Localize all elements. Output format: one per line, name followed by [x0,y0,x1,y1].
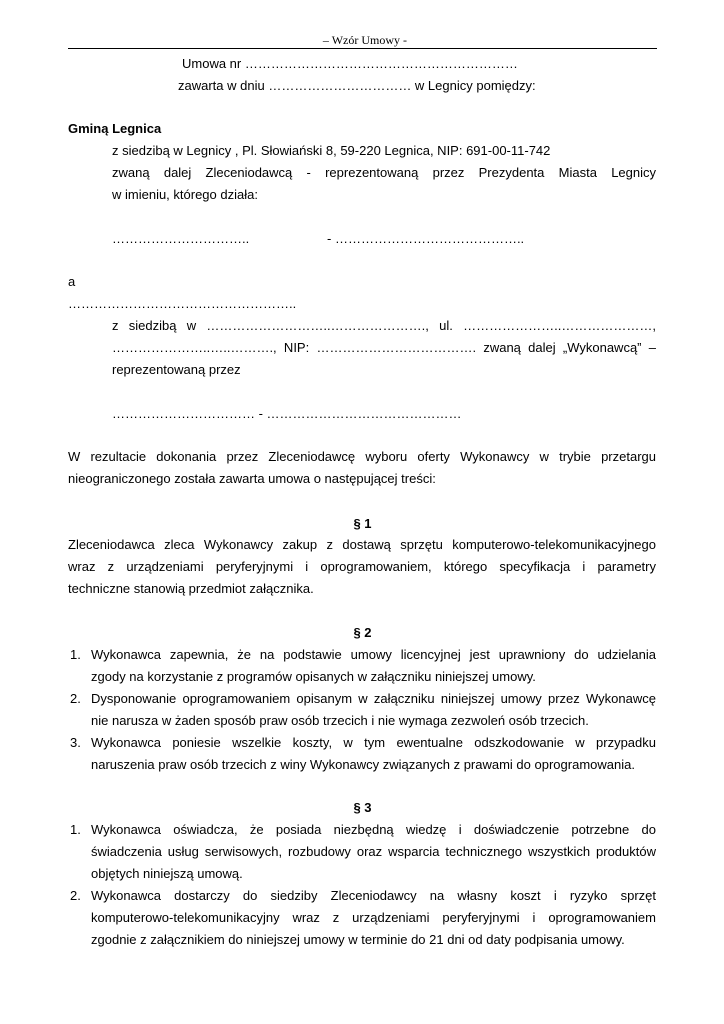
contract-date-line: zawarta w dniu …………………………… w Legnicy pomiędzy: [178,78,536,93]
header-rule [68,48,657,49]
section-2-item-2-line2: nie narusza w żaden sposób praw osób trzecich i nie wymaga zezwoleń osób trzecich. [91,713,589,728]
section-3-item-number: 1. [70,822,81,837]
party2-address: z siedzibą w ………………………..…………………., ul. …………………..…………………, [112,318,656,333]
party1-represented: zwaną dalej Zleceniodawcą - reprezentowaną przez Prezydenta Miasta Legnicy [112,165,656,180]
running-header: – Wzór Umowy - [322,33,407,47]
section-1-line1: Zleceniodawca zleca Wykonawcy zakup z dostawą sprzętu komputerowo-telekomunikacyjnego [68,537,656,552]
party1-name: Gminą Legnica [68,121,162,136]
party1-address: z siedzibą w Legnicy , Pl. Słowiański 8, 59-220 Legnica, NIP: 691-00-11-742 [112,143,551,158]
preamble-line2: nieograniczonego została zawarta umowa o następującej treści: [68,471,436,486]
party2-name-blank: …………………………………………….. [68,296,297,311]
party-conjunction: a [68,274,76,289]
section-2-title: § 2 [353,625,372,640]
section-1-line3: techniczne stanowią przedmiot załącznika. [68,581,314,596]
party2-represented: reprezentowaną przez [112,362,241,377]
section-3-item-2-line1: Wykonawca dostarczy do siedziby Zleceniodawcy na własny koszt i ryzyko sprzęt [91,888,656,903]
preamble-line1: W rezultacie dokonania przez Zleceniodawcę wyboru oferty Wykonawcy w trybie przetargu [68,449,656,464]
section-2-item-2-line1: Dysponowanie oprogramowaniem opisanym w załączniku niniejszej umowy przez Wykonawcę [91,691,656,706]
section-3-item-2-line3: zgodnie z załącznikiem do niniejszej umowy w terminie do 21 dni od daty podpisania umowy. [91,932,625,947]
section-1-line2: wraz z urządzeniami peryferyjnymi i oprogramowaniem, którego specyfikacja i parametry [68,559,656,574]
section-3-title: § 3 [353,800,372,815]
section-2-item-1-line1: Wykonawca zapewnia, że na podstawie umowy licencyjnej jest uprawniony do udzielania [91,647,656,662]
section-3-item-2-line2: komputerowo-telekomunikacyjny wraz z urządzeniami peryferyjnymi i oprogramowaniem [91,910,656,925]
section-3-item-1-line3: objętych niniejszą umową. [91,866,243,881]
party1-acting: w imieniu, którego działa: [112,187,258,202]
party2-signature-row: …………………………… - ……………………………………… [112,406,462,421]
section-2-item-number: 2. [70,691,81,706]
section-3-item-1-line1: Wykonawca oświadcza, że posiada niezbędną wiedzę i doświadczenie potrzebne do [91,822,656,837]
section-2-item-3-line2: naruszenia praw osób trzecich z winy Wykonawcy związanych z prawami do oprogramowania. [91,757,635,772]
section-2-item-1-line2: zgody na korzystanie z programów opisanych w załączniku niniejszej umowy. [91,669,536,684]
section-2-item-number: 1. [70,647,81,662]
section-2-item-number: 3. [70,735,81,750]
party1-signature-right: - …………………………………….. [327,231,525,246]
contract-number: Umowa nr ……………………………………………………… [182,56,518,71]
section-2-item-3-line1: Wykonawca poniesie wszelkie koszty, w tym ewentualne odszkodowanie w przypadku [91,735,656,750]
section-3-item-1-line2: świadczenia usług serwisowych, rozbudowy oraz wsparcia technicznego wszystkich produktów [91,844,656,859]
party1-signature-left: ………………………….. [112,231,250,246]
section-1-title: § 1 [353,516,372,531]
party2-nip: …………………..…..………., NIP: ………………………………. zwaną dalej „Wykonawcą” – [112,340,656,355]
section-3-item-number: 2. [70,888,81,903]
